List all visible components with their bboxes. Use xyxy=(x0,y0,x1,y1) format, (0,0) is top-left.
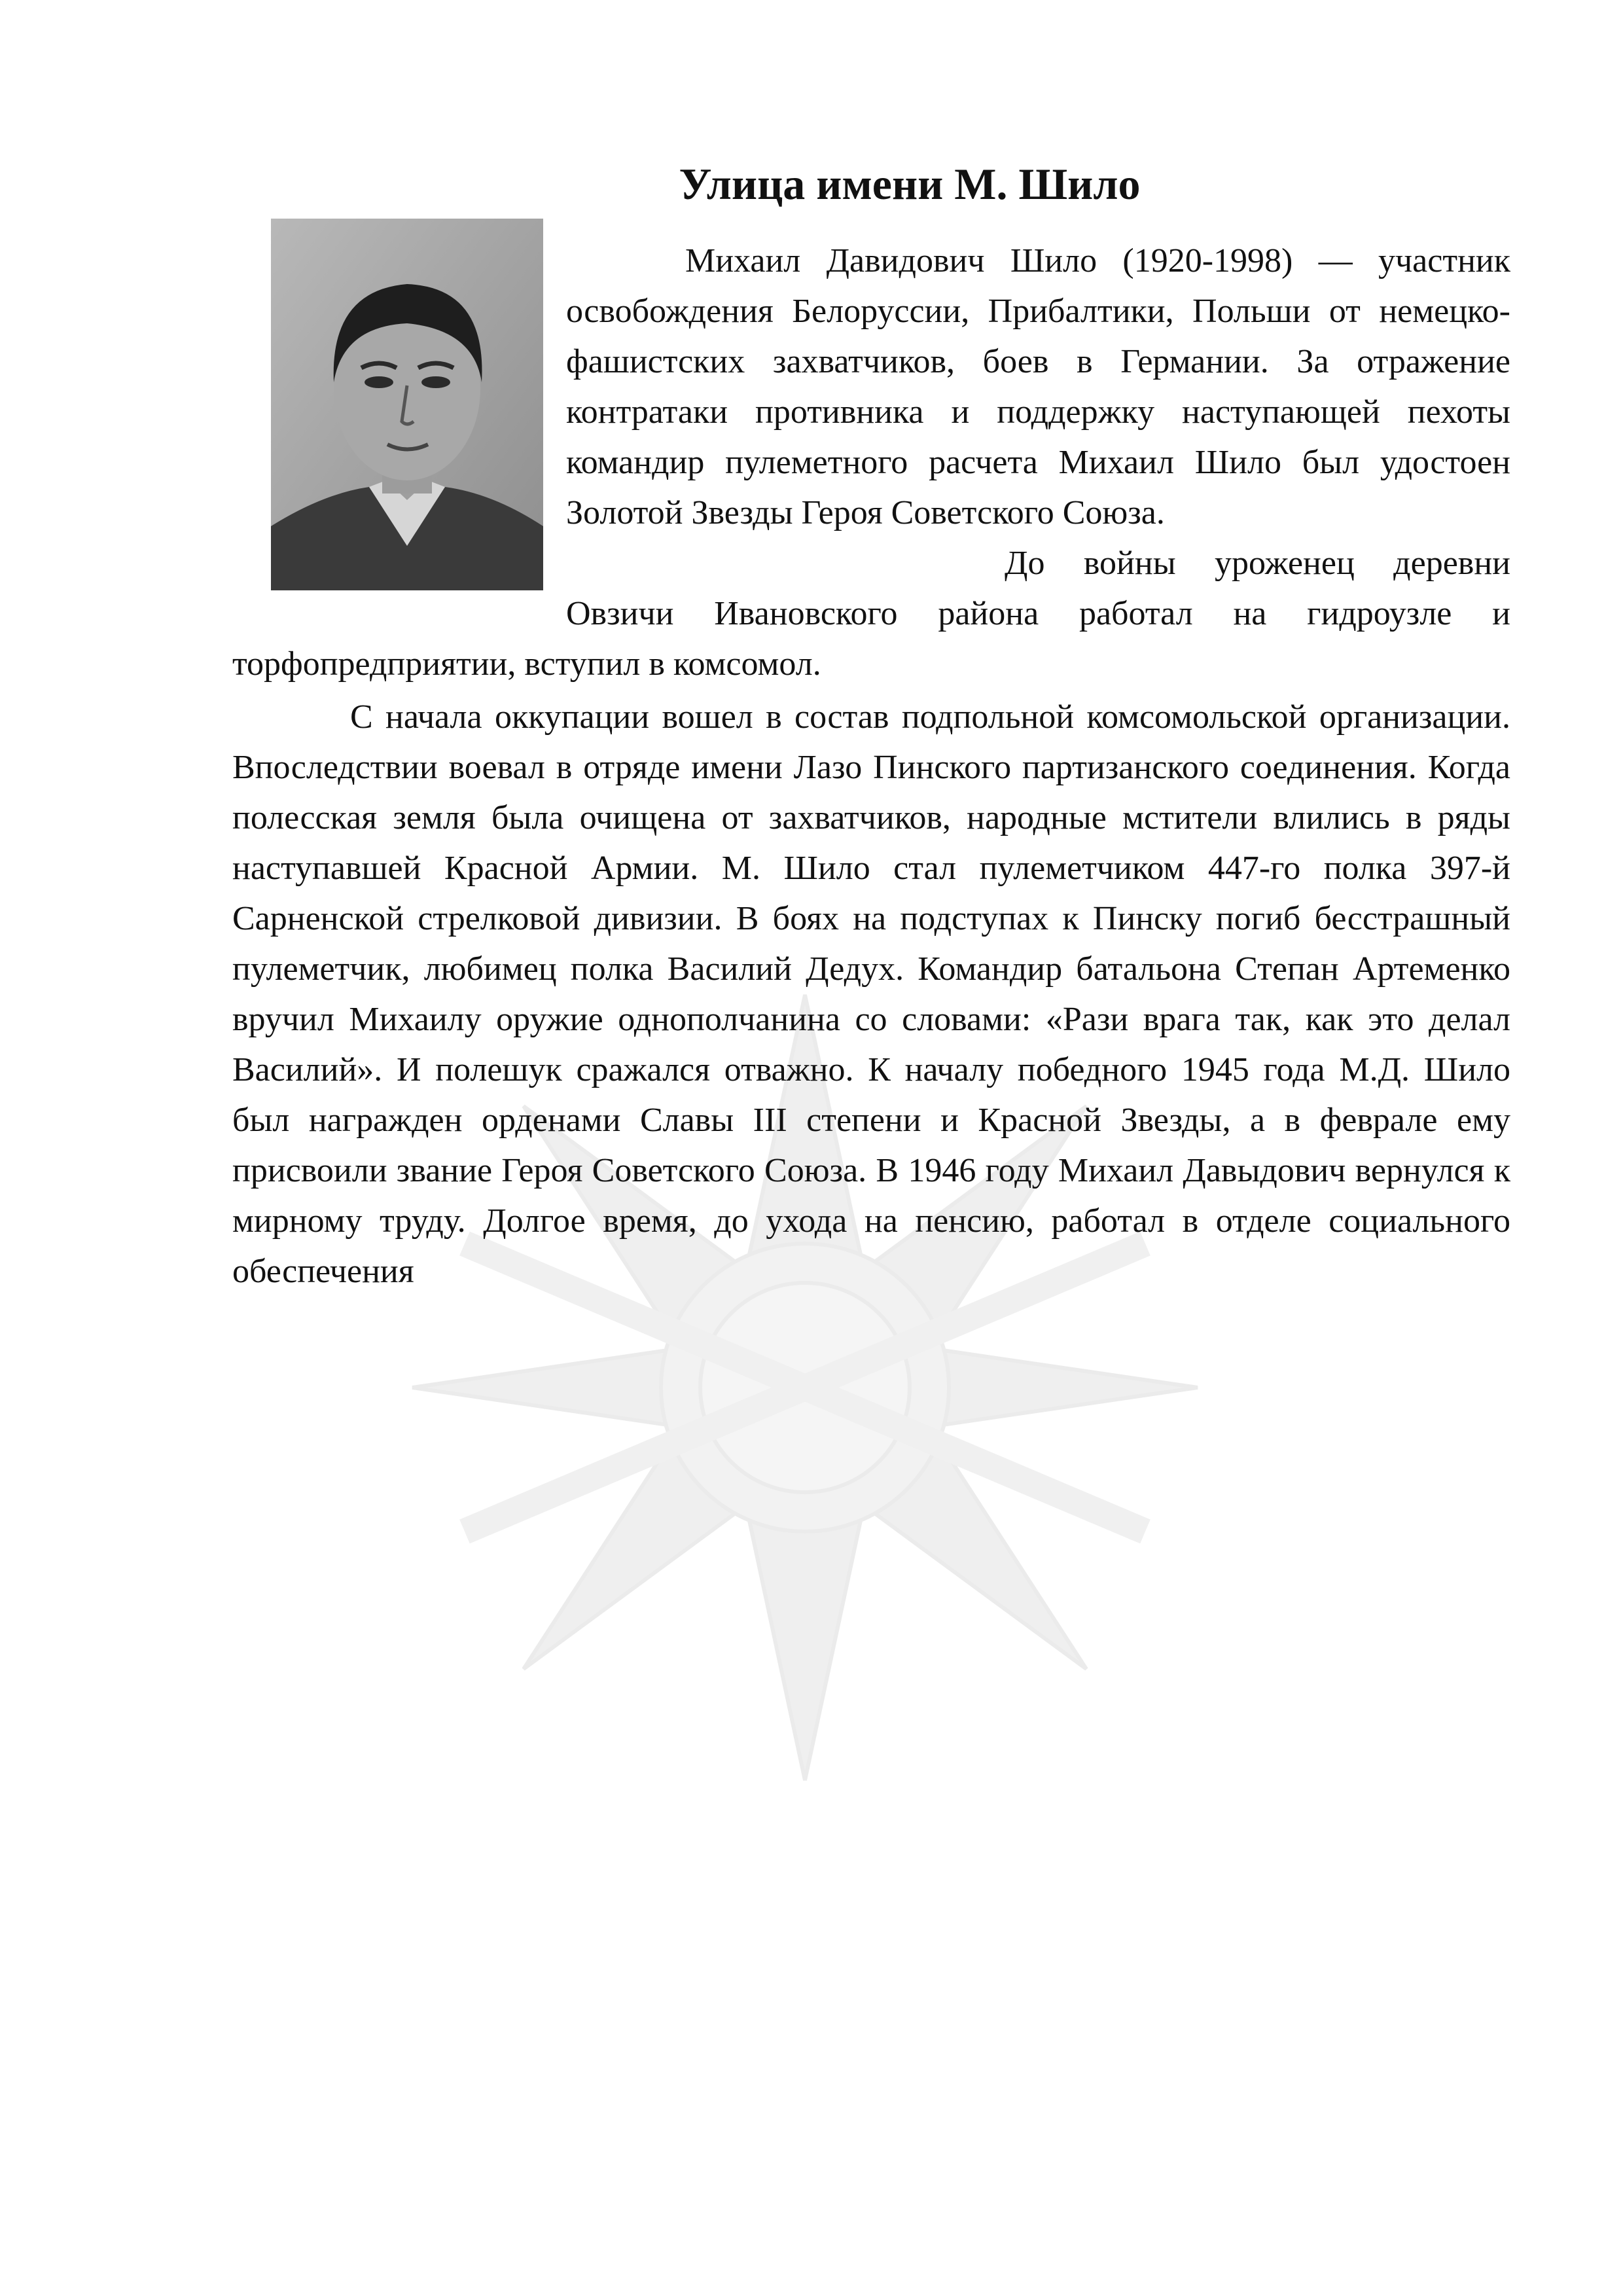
paragraph-intro: Михаил Давидович Шило (1920-1998) — участник освобождения Белоруссии, Прибалтики, Польши от немецко-фашистских захватчиков, боев в Германии. За отражение контратаки противника и поддержку наступающей пехоты командир пулеметного расчета Михаил Шило был удостоен Золотой Звезды Героя Советского Союза. xyxy=(566,242,1510,531)
photo-spacer xyxy=(232,236,566,602)
paragraph-war: С начала оккупации вошел в состав подпольной комсомольской организации. Впоследствии воевал в отряде имени Лазо Пинского партизанского соединения. Когда полесская земля была очищена от захватчиков, народные мстители влились в ряды наступавшей Красной Армии. М. Шило стал пулеметчиком 447-го полка 397-й Сарненской стрелковой дивизии. В боях на подступах к Пинску погиб бесстрашный пулеметчик, любимец полка Василий Дедух. Командир батальона Степан Артеменко вручил Михаилу оружие однополчанина со словами: «Рази врага так, как это делал Василий». И полешук сражался отважно. К началу победного 1945 года М.Д. Шило был награжден орденами Славы III степени и Красной Звезды, а в феврале ему присвоили звание Героя Советского Союза. В 1946 году Михаил Давыдович вернулся к мирному труду. Долгое время, до ухода на пенсию, работал в отделе социального обеспечения xyxy=(232,698,1510,1290)
article-body xyxy=(232,236,1510,1297)
paragraph-prewar: До войны уроженец деревни Овзичи Ивановского района работал на гидроузле и торфопредприятии, вступил в комсомол. xyxy=(232,545,1510,683)
page-title: Улица имени М. Шило xyxy=(679,159,1141,209)
